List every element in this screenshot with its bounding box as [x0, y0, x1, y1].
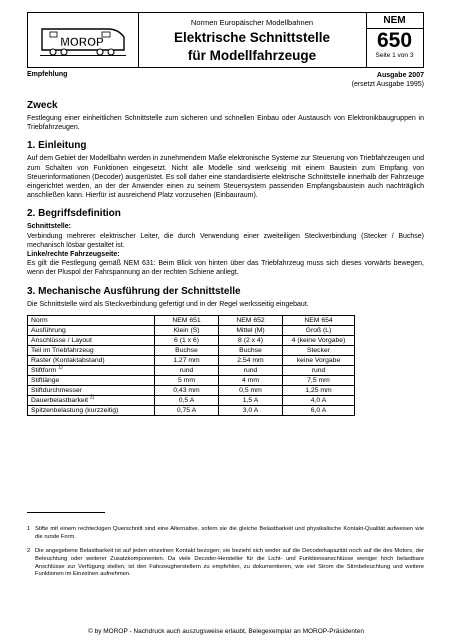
section-heading: Zweck	[27, 100, 58, 111]
table-cell: 2,54 mm	[219, 355, 283, 365]
section-text: Die Schnittstelle wird als Steckverbindung gefertigt und in der Regel werksseitig eingebaut.	[27, 300, 309, 308]
table-cell: keine Vorgabe	[283, 355, 355, 365]
row-label-cell	[28, 345, 155, 355]
document-body	[27, 100, 424, 424]
table-row	[28, 345, 355, 355]
section-text: Auf dem Gebiet der Modellbahn werden in zunehmendem Maße elektronische Systeme zur Steuerung von Triebfahrzeugen und zum Schalten von Funktionen eingesetzt. Nicht alle Modelle sind werkseitig mit einem Baustein zum Empfang von Steuerinformationen (Decoder) ausgerüstet. Es soll daher eine standardisierte elektrische Schnittstelle innerhalb der Fahrzeuge eingerichtet werden, an der der Anwender einen zu seinem Steuersystem passenden Empfangsbaustein auch nachträglich anschließen kann. Hierfür ist ausreichend Platz vorzusehen (Einbauraum).	[27, 155, 424, 200]
table-cell: 8 (2 x 4)	[219, 335, 283, 345]
table-cell: NEM 651	[155, 315, 219, 325]
row-label-cell	[28, 325, 155, 335]
row-label: Stiftlänge	[31, 376, 60, 384]
row-label-cell	[28, 405, 155, 415]
table-cell: 4,0 A	[283, 395, 355, 405]
table-cell: rund	[283, 365, 355, 375]
footnote-number: 1	[27, 526, 31, 532]
edition-info	[352, 71, 424, 89]
document-title-line2: für Modellfahrzeuge	[187, 48, 317, 63]
section-text: Festlegung einer einheitlichen Schnittstelle zum sicheren und schnellen Einbau oder Austausch von Elektronikbaugruppen in Triebfahrzeugen.	[27, 115, 424, 132]
table-row	[28, 315, 355, 325]
footnote-number: 2	[27, 548, 31, 554]
term-definition: Es gilt die Festlegung gemäß NEM 631: Beim Blick von hinten über das Triebfahrzeug muss sich dieses vorwärts bewegen, wenn der Pluspol der Fahrspannung an der rechten Schiene anliegt.	[27, 260, 424, 277]
series-name: Normen Europäischer Modellbahnen	[190, 18, 314, 27]
row-label-cell	[28, 365, 155, 375]
edition: Ausgabe 2007	[376, 72, 424, 79]
copyright-footer: © by MOROP - Nachdruck auch auszugsweise erlaubt, Belegexemplar an MOROP-Präsidenten	[88, 628, 364, 635]
table-cell: 7,5 mm	[283, 375, 355, 385]
footnote-text: Stifte mit einem rechteckigen Querschnitt sind eine Alternative, sofern sie die gleiche Belastbarkeit und physikalische Kontakt-Qualität aufweisen wie die runde Form.	[35, 526, 424, 540]
section-einleitung	[27, 140, 424, 200]
row-label-cell	[28, 315, 155, 325]
row-label: Ausführung	[31, 326, 66, 334]
table-cell: 0,5 mm	[219, 385, 283, 395]
table-row	[28, 365, 355, 375]
row-label-cell	[28, 355, 155, 365]
table-cell: Buchse	[155, 345, 219, 355]
section-heading: 2. Begriffsdefinition	[27, 208, 121, 220]
logo-cell	[28, 13, 139, 67]
spec-table	[27, 315, 355, 416]
table-cell: Stecker	[283, 345, 355, 355]
page-indicator: Seite 1 von 3	[375, 52, 414, 59]
table-cell: rund	[219, 365, 283, 375]
row-label: Spitzenbelastung (kurzzeitig)	[31, 406, 119, 414]
row-label: Dauerbelastbarkeit	[31, 396, 89, 404]
row-label: Stiftform	[31, 366, 57, 374]
table-cell: 4 (keine Vorgabe)	[283, 335, 355, 345]
table-cell: 1,5 A	[219, 395, 283, 405]
table-row	[28, 375, 355, 385]
table-cell: 0,75 A	[155, 405, 219, 415]
footnote-separator	[27, 512, 105, 513]
footnote-text: Die angegebene Belastbarkeit ist auf jeden einzelnen Kontakt bezogen; sie bezieht sich weder auf die Decoderkapazität noch auf die des Motors, der Beleuchtung oder weiterer Zusatzkomponenten. Da viele Decoder-Hersteller für die Licht- und Funktionsanschlüsse weniger hoch belastbare Anschlüsse zur Verfügung stellen, ist den Fahrzeugherstellern zu empfehlen, zu dokumentieren, wie viel Strom die Stirnbeleuchtung und weitere Funktionen im Einzelnen aufnehmen.	[35, 548, 424, 578]
table-cell: Klein (S)	[155, 325, 219, 335]
nem-cell	[366, 13, 423, 67]
footnote-ref: 2)	[89, 394, 95, 401]
row-label-cell	[28, 395, 155, 405]
table-row	[28, 385, 355, 395]
document-status: Empfehlung	[27, 71, 68, 78]
footnote-ref: 1)	[58, 364, 63, 371]
table-cell: Mittel (M)	[219, 325, 283, 335]
section-zweck	[27, 100, 424, 132]
row-label: Anschlüsse / Layout	[31, 336, 92, 344]
table-row	[28, 325, 355, 335]
term-heading: Schnittstelle:	[27, 223, 71, 231]
table-row	[28, 395, 355, 405]
logo-text: MOROP	[60, 37, 104, 49]
nem-number: 650	[376, 29, 413, 52]
document-title-line1: Elektrische Schnittstelle	[173, 30, 331, 45]
section-begriffsdefinition	[27, 208, 424, 277]
row-label: Teil im Triebfahrzeug	[31, 346, 94, 354]
table-cell: NEM 652	[219, 315, 283, 325]
morop-logo	[38, 23, 128, 57]
row-label: Norm	[31, 316, 48, 324]
section-heading: 1. Einleitung	[27, 140, 87, 152]
table-cell: 0,5 A	[155, 395, 219, 405]
document-header	[27, 12, 424, 68]
replaced-edition: (ersetzt Ausgabe 1995)	[351, 81, 424, 88]
table-cell: 6 (1 x 6)	[155, 335, 219, 345]
row-label-cell	[28, 335, 155, 345]
term-definition: Verbindung mehrerer elektrischer Leiter, die durch Verwendung einer zweiteiligen Steckverbindung (Stecker / Buchse) mechanisch lösbar gestaltet ist.	[27, 232, 424, 249]
table-row	[28, 355, 355, 365]
row-label-cell	[28, 375, 155, 385]
table-cell: 1,25 mm	[283, 385, 355, 395]
table-row	[28, 335, 355, 345]
table-cell: 4 mm	[219, 375, 283, 385]
section-mechanik	[27, 286, 424, 416]
table-cell: rund	[155, 365, 219, 375]
table-cell: 0,43 mm	[155, 385, 219, 395]
row-label: Stiftdurchmesser	[31, 386, 82, 394]
footnote-1	[27, 526, 424, 542]
table-cell: Buchse	[219, 345, 283, 355]
table-cell: 1,27 mm	[155, 355, 219, 365]
footnote-2	[27, 548, 424, 579]
table-cell: 3,0 A	[219, 405, 283, 415]
row-label: Raster (Kontaktabstand)	[31, 356, 105, 364]
nem-label: NEM	[366, 13, 423, 29]
table-cell: Groß (L)	[283, 325, 355, 335]
table-row	[28, 405, 355, 415]
table-cell: 6,0 A	[283, 405, 355, 415]
table-cell: NEM 654	[283, 315, 355, 325]
table-cell: 5 mm	[155, 375, 219, 385]
title-cell	[138, 13, 367, 67]
term-heading: Linke/rechte Fahrzeugseite:	[27, 251, 120, 259]
section-heading: 3. Mechanische Ausführung der Schnittstelle	[27, 285, 241, 297]
